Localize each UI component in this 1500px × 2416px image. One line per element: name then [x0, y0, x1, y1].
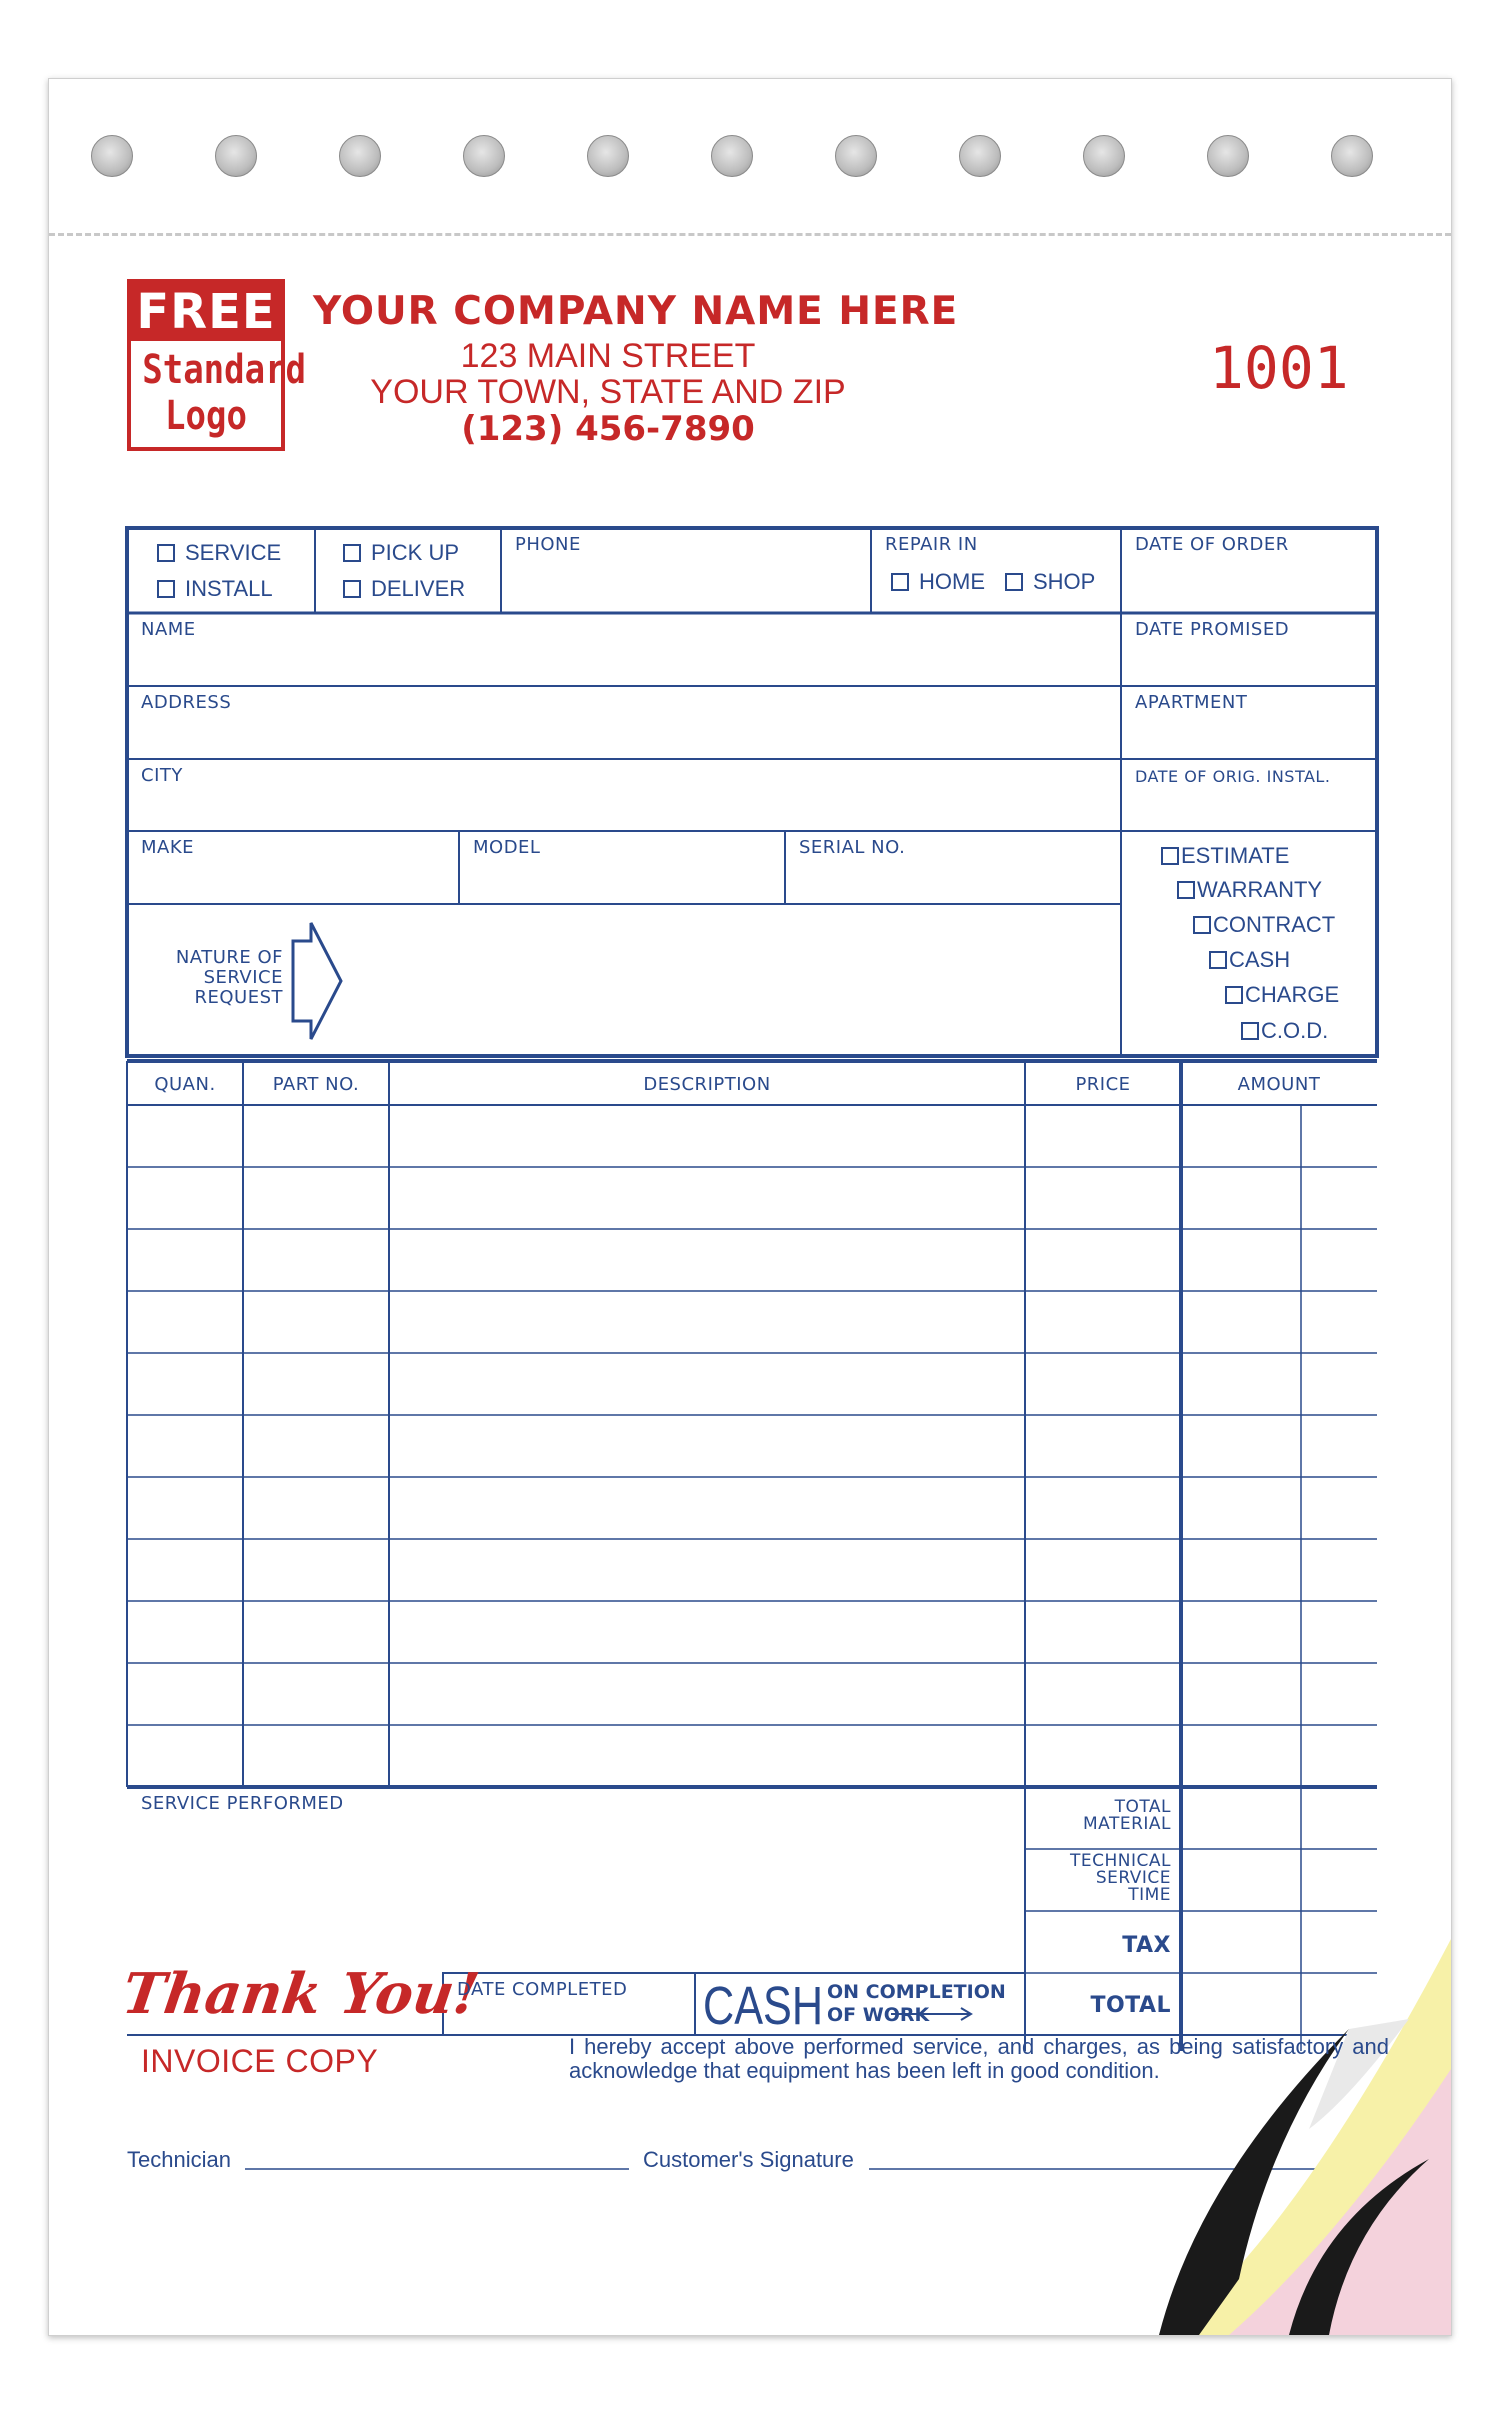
company-town: YOUR TOWN, STATE AND ZIP	[370, 373, 846, 411]
name-label: NAME	[141, 619, 196, 640]
logo-line2: Logo	[165, 393, 247, 439]
checkbox-box[interactable]	[1209, 951, 1227, 969]
service-checkbox[interactable]	[157, 540, 281, 566]
acceptance-statement: I hereby accept above performed service, and charges, as being satisfactory and acknowledge that equipment has been left in good condition.	[569, 2034, 1389, 2083]
technician-label: Technician	[127, 2147, 231, 2172]
on-completion-label: ON COMPLETION	[827, 1981, 1006, 2003]
contract-label: CONTRACT	[1213, 912, 1336, 937]
nature-label-2: SERVICE	[203, 967, 283, 988]
company-name: YOUR COMPANY NAME HERE	[313, 289, 959, 334]
checkbox-box[interactable]	[343, 580, 361, 598]
checkbox-box[interactable]	[1177, 881, 1195, 899]
total-material-label-1: TOTAL	[1114, 1797, 1171, 1817]
cash-label: CASH	[1229, 947, 1291, 972]
estimate-label: ESTIMATE	[1181, 843, 1290, 868]
home-label: HOME	[919, 569, 985, 594]
city-label: CITY	[141, 765, 183, 786]
thank-you-script: Thank You!	[118, 1961, 484, 2027]
charge-label: CHARGE	[1245, 982, 1340, 1007]
nature-label-1: NATURE OF	[175, 947, 283, 968]
checkbox-box[interactable]	[891, 573, 909, 591]
checkbox-box[interactable]	[157, 580, 175, 598]
shop-label: SHOP	[1033, 569, 1096, 594]
carbon-copies-curl	[1159, 1939, 1451, 2335]
shop-checkbox[interactable]	[1005, 569, 1095, 595]
tech-time-label-3: TIME	[1128, 1885, 1171, 1905]
checkbox-box[interactable]	[1193, 916, 1211, 934]
col-part-no: PART NO.	[272, 1074, 360, 1095]
service-label: SERVICE	[185, 540, 282, 565]
checkbox-box[interactable]	[343, 544, 361, 562]
logo-line1: Standard	[142, 347, 307, 393]
logo-free-banner: FREE	[131, 283, 281, 341]
date-promised-label: DATE PROMISED	[1135, 619, 1290, 640]
nature-label-3: REQUEST	[194, 987, 283, 1008]
warranty-checkbox[interactable]	[1177, 877, 1322, 903]
of-work-label: OF WORK	[827, 2004, 930, 2026]
col-description: DESCRIPTION	[643, 1074, 771, 1095]
total-material-label-2: MATERIAL	[1082, 1814, 1171, 1834]
checkbox-box[interactable]	[1241, 1022, 1259, 1040]
invoice-form-sheet	[48, 78, 1452, 2336]
service-performed-label: SERVICE PERFORMED	[141, 1793, 344, 1814]
warranty-label: WARRANTY	[1197, 877, 1323, 902]
company-street: 123 MAIN STREET	[460, 337, 756, 375]
contract-checkbox[interactable]	[1193, 912, 1335, 938]
tech-time-label-2: SERVICE	[1095, 1868, 1171, 1888]
make-label: MAKE	[141, 837, 195, 858]
total-label: TOTAL	[1090, 1993, 1171, 2018]
estimate-checkbox[interactable]	[1161, 843, 1289, 869]
cod-checkbox[interactable]	[1241, 1018, 1328, 1044]
home-checkbox[interactable]	[891, 569, 985, 595]
pickup-checkbox[interactable]	[343, 540, 459, 566]
pickup-label: PICK UP	[371, 540, 460, 565]
checkbox-box[interactable]	[1005, 573, 1023, 591]
customer-signature-label: Customer's Signature	[643, 2147, 854, 2172]
checkbox-box[interactable]	[1161, 847, 1179, 865]
model-label: MODEL	[473, 837, 541, 858]
invoice-copy-label: INVOICE COPY	[141, 2043, 379, 2079]
cash-checkbox[interactable]	[1209, 947, 1290, 973]
deliver-checkbox[interactable]	[343, 576, 465, 602]
charge-checkbox[interactable]	[1225, 982, 1339, 1008]
cash-big: CASH	[703, 1976, 824, 2036]
serial-label: SERIAL NO.	[799, 837, 906, 858]
checkbox-box[interactable]	[1225, 986, 1243, 1004]
col-quan: QUAN.	[154, 1074, 216, 1095]
company-phone: (123) 456-7890	[461, 409, 755, 449]
tech-time-label-1: TECHNICAL	[1070, 1851, 1171, 1871]
date-completed-label: DATE COMPLETED	[457, 1979, 628, 2000]
tax-label: TAX	[1122, 1933, 1171, 1958]
apartment-label: APARTMENT	[1135, 692, 1248, 713]
cod-label: C.O.D.	[1261, 1018, 1329, 1043]
invoice-number: 1001	[1209, 334, 1349, 402]
col-price: PRICE	[1075, 1074, 1131, 1095]
repair-in-label: REPAIR IN	[885, 534, 978, 555]
phone-label: PHONE	[515, 534, 581, 555]
checkbox-box[interactable]	[157, 544, 175, 562]
date-of-order-label: DATE OF ORDER	[1135, 534, 1289, 555]
install-checkbox[interactable]	[157, 576, 273, 602]
date-orig-instal-label: DATE OF ORIG. INSTAL.	[1135, 767, 1331, 786]
deliver-label: DELIVER	[371, 576, 466, 601]
col-amount: AMOUNT	[1237, 1074, 1321, 1095]
install-label: INSTALL	[185, 576, 273, 601]
address-label: ADDRESS	[141, 692, 232, 713]
